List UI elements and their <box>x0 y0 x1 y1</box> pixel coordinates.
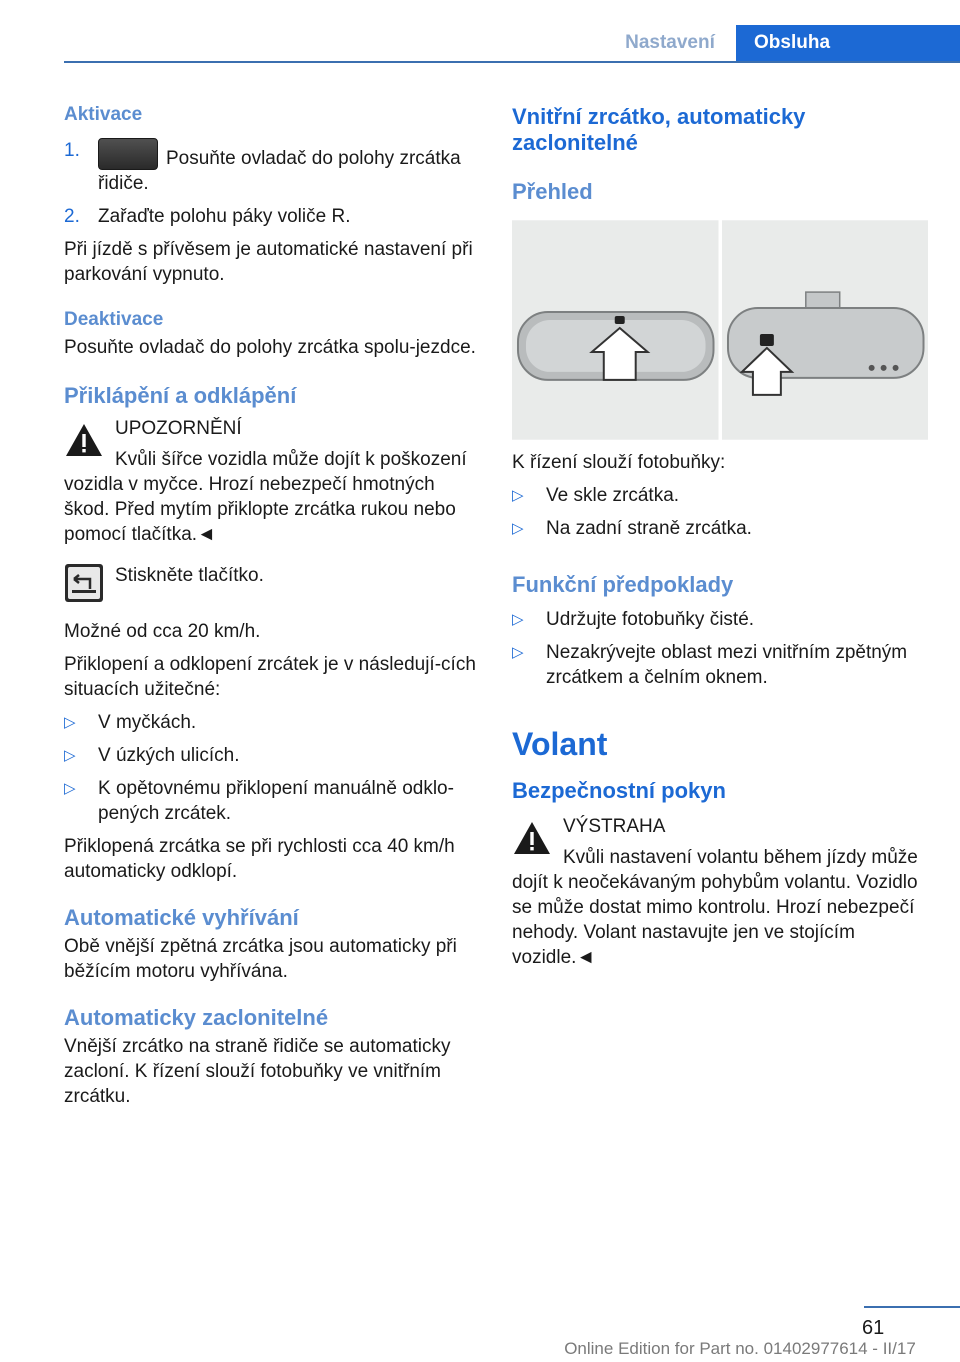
heating-text: Obě vnější zpětná zrcátka jsou automaticky při běžícím motoru vyhřívána. <box>64 936 457 982</box>
func-requirements-heading: Funkční předpoklady <box>512 572 734 597</box>
warning-block <box>512 814 928 970</box>
header-line <box>64 61 960 63</box>
right-column <box>512 100 928 970</box>
step-2 <box>64 204 480 229</box>
heating-heading: Automatické vyhřívání <box>64 905 299 930</box>
auto-unfold-text: Přiklopená zrcátka se při rychlosti cca 40 km/h automaticky odklopí. <box>64 836 455 882</box>
triangle-bullet-icon: ▷ <box>512 644 524 661</box>
list-item <box>512 483 928 508</box>
triangle-bullet-icon: ▷ <box>64 780 76 797</box>
step-number: 2. <box>64 206 80 227</box>
triangle-bullet-icon: ▷ <box>512 520 524 537</box>
warning-text: Kvůli šířce vozidla může dojít k poškození vozidla v myčce. Hrozí nebezpečí hmotných škod. Před mytím přiklopte zrcátka rukou nebo pomocí tlačítka.◄ <box>64 449 467 545</box>
mirror-selector-control-icon <box>98 138 158 170</box>
trailer-note: Při jízdě s přívěsem je automatické nastavení při parkování vypnuto. <box>64 239 473 285</box>
warning-title: VÝSTRAHA <box>563 816 666 837</box>
list-item-text: Ve skle zrcátka. <box>546 485 680 506</box>
warning-title: UPOZORNĚNÍ <box>115 418 242 439</box>
list-item-text: V myčkách. <box>98 712 197 733</box>
step-1-label: Posuňte ovladač do polohy zrcátka řidiče. <box>98 148 461 194</box>
list-item <box>512 607 928 632</box>
step-number: 1. <box>64 140 80 161</box>
safety-heading: Bezpečnostní pokyn <box>512 778 726 803</box>
triangle-bullet-icon: ▷ <box>512 611 524 628</box>
warning-block <box>64 416 480 547</box>
useful-intro: Přiklopení a odklopení zrcátek je v následují‐cích situacích užitečné: <box>64 654 476 700</box>
list-item-text: Udržujte fotobuňky čisté. <box>546 609 755 630</box>
speed-note: Možné od cca 20 km/h. <box>64 621 261 642</box>
mirror-front-image <box>512 220 719 440</box>
list-item <box>512 640 928 690</box>
list-item-text: K opětovnému přiklopení manuálně odklo‐pených zrcátek. <box>98 778 454 824</box>
tab-nastaveni[interactable]: Nastavení <box>625 32 715 53</box>
mirror-back-image <box>722 220 929 440</box>
deaktivace-text: Posuňte ovladač do polohy zrcátka spolu‐jezdce. <box>64 337 476 358</box>
page-number: 61 <box>862 1317 885 1339</box>
warning-triangle-icon <box>64 422 104 458</box>
inner-mirror-heading: Vnitřní zrcátko, automaticky zaclonitelné <box>512 104 806 155</box>
list-item <box>64 776 480 826</box>
overview-heading: Přehled <box>512 179 593 204</box>
step-text <box>98 138 480 196</box>
warning-text: Kvůli nastavení volantu během jízdy může dojít k neočekávaným pohybům volantu. Vozidlo se může dostat mimo kontrolu. Hrozí nebezpečí nehody. Volant nastavujte jen ve stojícím vozidle.◄ <box>512 847 918 968</box>
dimming-heading: Automaticky zaclonitelné <box>64 1005 329 1030</box>
aktivace-heading: Aktivace <box>64 104 143 125</box>
volant-title: Volant <box>512 726 608 762</box>
list-item <box>64 710 480 735</box>
triangle-bullet-icon: ▷ <box>64 747 76 764</box>
triangle-bullet-icon: ▷ <box>512 487 524 504</box>
step-1 <box>64 138 480 196</box>
press-button-text: Stiskněte tlačítko. <box>115 565 264 586</box>
step-text: Zařaďte polohu páky voliče R. <box>98 206 351 227</box>
mirror-photos <box>512 220 928 440</box>
deaktivace-heading: Deaktivace <box>64 309 164 330</box>
warning-triangle-icon <box>512 820 552 856</box>
fold-heading: Přiklápění a odklápění <box>64 383 297 408</box>
edition-note: Online Edition for Part no. 01402977614 - II/17 <box>564 1339 916 1358</box>
list-item-text: V úzkých ulicích. <box>98 745 240 766</box>
triangle-bullet-icon: ▷ <box>64 714 76 731</box>
tab-obsluha[interactable]: Obsluha <box>736 25 960 61</box>
photo-intro: K řízení slouží fotobuňky: <box>512 452 726 473</box>
list-item <box>512 516 928 541</box>
footer-line <box>864 1306 960 1308</box>
dimming-text: Vnější zrcátko na straně řidiče se automaticky zacloní. K řízení slouží fotobuňky ve vnitřním zrcátku. <box>64 1036 451 1107</box>
list-item-text: Na zadní straně zrcátka. <box>546 518 752 539</box>
fold-button-instruction <box>64 563 480 603</box>
list-item-text: Nezakrývejte oblast mezi vnitřním zpětným zrcátkem a čelním oknem. <box>546 642 908 688</box>
left-column <box>64 100 480 1109</box>
mirror-fold-button-icon <box>64 563 104 603</box>
list-item <box>64 743 480 768</box>
